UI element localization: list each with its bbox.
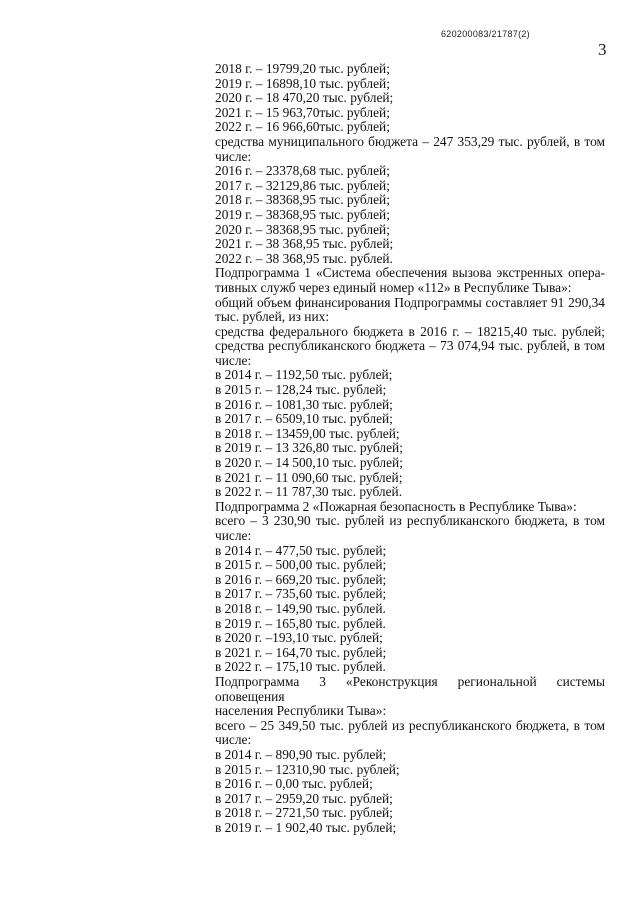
page-number: 3: [598, 40, 607, 59]
text-line: в 2018 г. – 13459,00 тыс. рублей;: [215, 426, 400, 441]
text-line: всего – 25 349,50 тыс. рублей из республиканского бюджета, в том: [215, 718, 605, 733]
text-line: в 2019 г. – 165,80 тыс. рублей.: [215, 616, 386, 631]
text-line: в 2019 г. – 13 326,80 тыс. рублей;: [215, 441, 403, 456]
text-line: в 2018 г. – 149,90 тыс. рублей.: [215, 601, 386, 616]
text-line: в 2020 г. –193,10 тыс. рублей;: [215, 631, 383, 646]
text-line: числе:: [215, 733, 252, 748]
text-line: 2018 г. – 19799,20 тыс. рублей;: [215, 62, 390, 76]
text-line: в 2015 г. – 12310,90 тыс. рублей;: [215, 762, 400, 777]
text-line: тыс. рублей, из них:: [215, 310, 330, 325]
text-line: 2020 г. – 38368,95 тыс. рублей;: [215, 222, 390, 237]
text-line: 2022 г. – 16 966,60тыс. рублей;: [215, 120, 390, 135]
text-line: в 2014 г. – 477,50 тыс. рублей;: [215, 543, 387, 558]
text-line: населения Республики Тыва»:: [215, 704, 387, 719]
text-line: в 2015 г. – 128,24 тыс. рублей;: [215, 383, 387, 398]
text-line: числе:: [215, 353, 252, 368]
document-id: 620200083/21787(2): [441, 29, 530, 39]
text-line: тивных служб через единый номер «112» в Республике Тыва»:: [215, 280, 572, 295]
text-line: в 2016 г. – 669,20 тыс. рублей;: [215, 572, 387, 587]
text-line: в 2016 г. – 1081,30 тыс. рублей;: [215, 397, 393, 412]
text-line: в 2016 г. – 0,00 тыс. рублей;: [215, 777, 373, 792]
text-line: всего – 3 230,90 тыс. рублей из республиканского бюджета, в том: [215, 514, 605, 529]
text-line: средства муниципального бюджета – 247 353,29 тыс. рублей, в том: [215, 134, 605, 149]
text-line: в 2022 г. – 11 787,30 тыс. рублей.: [215, 485, 403, 500]
text-line: числе:: [215, 149, 252, 164]
text-line: числе:: [215, 529, 252, 543]
document-body: [215, 62, 605, 835]
text-line: 2016 г. – 23378,68 тыс. рублей;: [215, 164, 390, 179]
text-line: в 2017 г. – 735,60 тыс. рублей;: [215, 587, 387, 602]
text-line: в 2014 г. – 890,90 тыс. рублей;: [215, 747, 387, 762]
text-line: в 2021 г. – 11 090,60 тыс. рублей;: [215, 470, 403, 485]
text-line: в 2015 г. – 500,00 тыс. рублей;: [215, 558, 387, 573]
text-line: общий объем финансирования Подпрограммы составляет 91 290,34: [215, 295, 605, 310]
text-line: Подпрограмма 3 «Реконструкция региональной системы оповещения: [215, 674, 605, 704]
text-line: Подпрограмма 2 «Пожарная безопасность в Республике Тыва»:: [215, 499, 577, 514]
text-line: средства федерального бюджета в 2016 г. – 18215,40 тыс. рублей;: [215, 324, 605, 339]
text-line: 2021 г. – 15 963,70тыс. рублей;: [215, 105, 390, 120]
text-line: Подпрограмма 1 «Система обеспечения вызова экстренных опера-: [215, 266, 605, 281]
text-line: в 2021 г. – 164,70 тыс. рублей;: [215, 645, 387, 660]
text-line: в 2019 г. – 1 902,40 тыс. рублей;: [215, 820, 397, 835]
text-line: 2019 г. – 16898,10 тыс. рублей;: [215, 76, 390, 91]
text-line: в 2014 г. – 1192,50 тыс. рублей;: [215, 368, 393, 383]
text-line: 2019 г. – 38368,95 тыс. рублей;: [215, 207, 390, 222]
text-line: 2020 г. – 18 470,20 тыс. рублей;: [215, 91, 394, 106]
text-line: в 2017 г. – 2959,20 тыс. рублей;: [215, 791, 393, 806]
text-line: в 2018 г. – 2721,50 тыс. рублей;: [215, 806, 393, 821]
text-line: в 2022 г. – 175,10 тыс. рублей.: [215, 660, 386, 675]
text-line: 2021 г. – 38 368,95 тыс. рублей;: [215, 237, 394, 252]
text-line: средства республиканского бюджета – 73 074,94 тыс. рублей, в том: [215, 339, 605, 354]
text-line: 2022 г. – 38 368,95 тыс. рублей.: [215, 251, 393, 266]
text-line: 2018 г. – 38368,95 тыс. рублей;: [215, 193, 390, 208]
text-line: в 2020 г. – 14 500,10 тыс. рублей;: [215, 456, 403, 471]
text-line: в 2017 г. – 6509,10 тыс. рублей;: [215, 412, 393, 427]
text-line: 2017 г. – 32129,86 тыс. рублей;: [215, 178, 390, 193]
